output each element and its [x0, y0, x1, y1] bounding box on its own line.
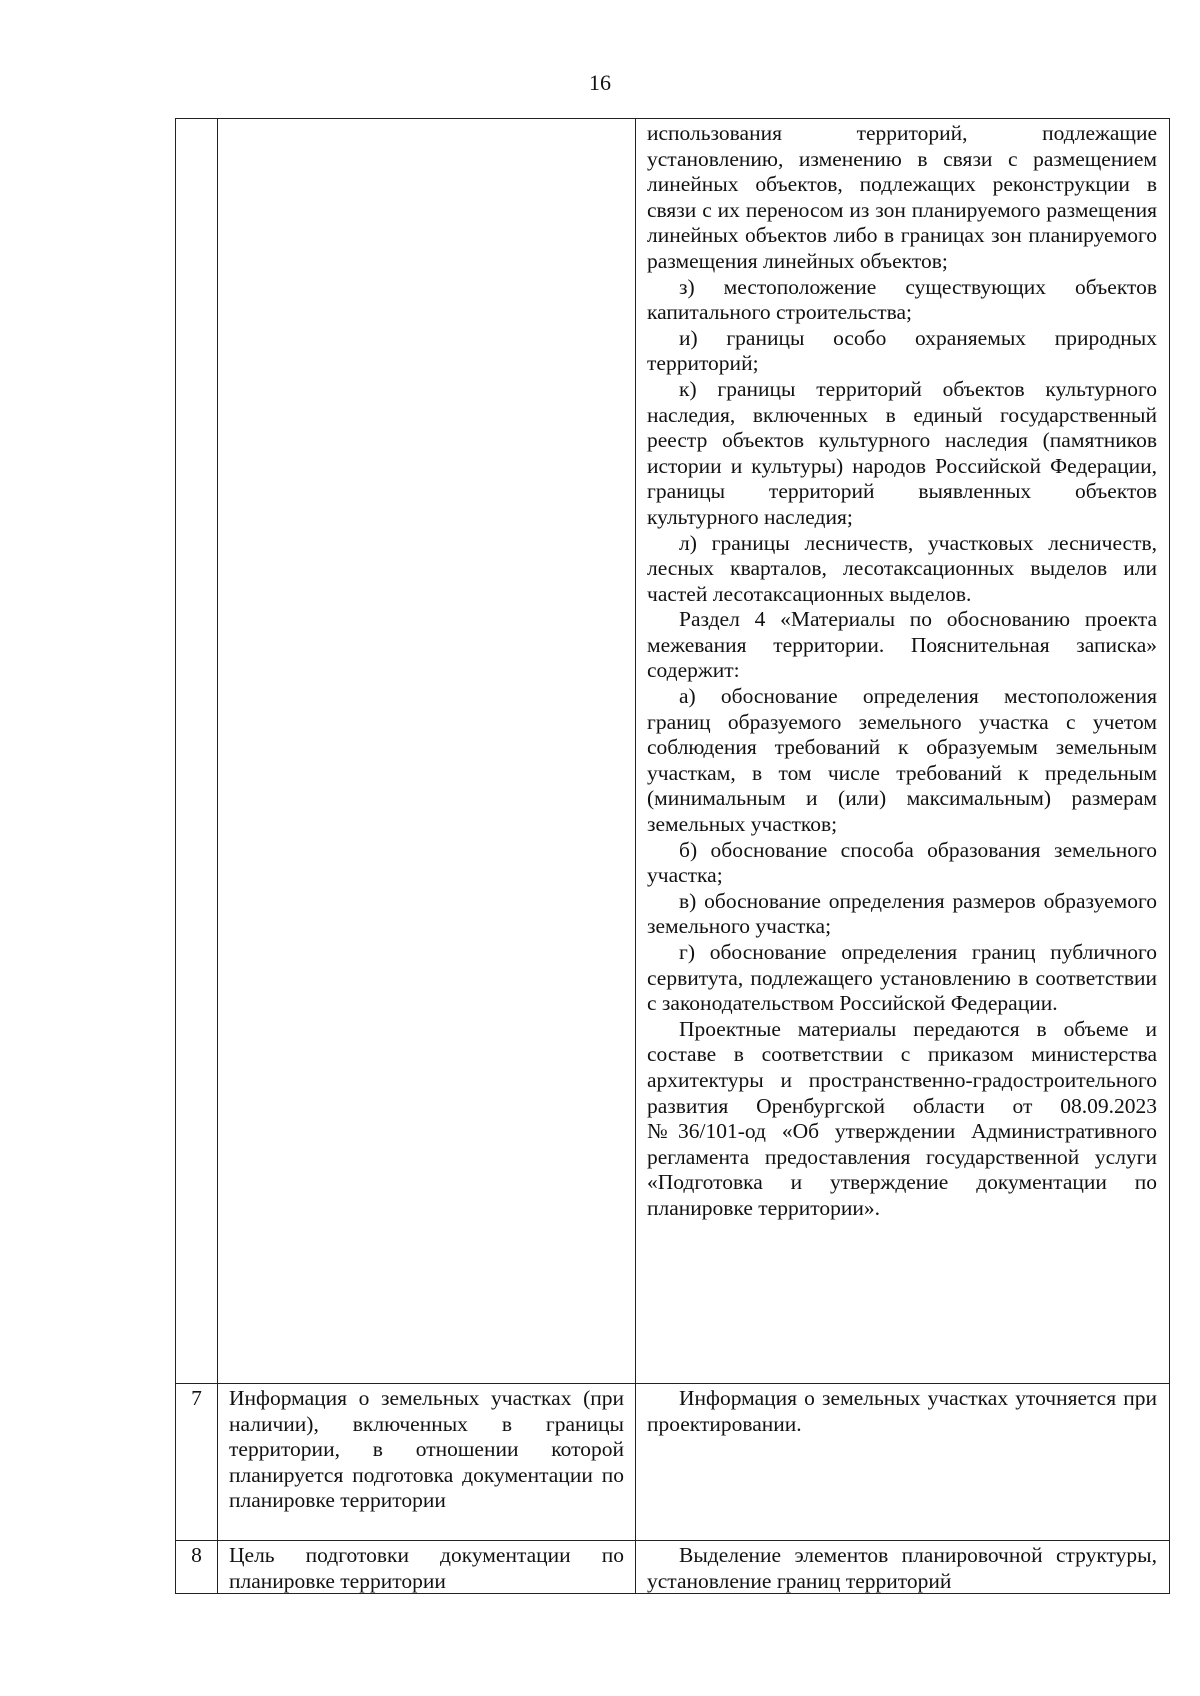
parameter-text: Информация о земельных участках (при наличии), включенных в границы территории, в отношении которой планируется подготовка документации по планировке территории [229, 1386, 624, 1513]
paragraph: Раздел 4 «Материалы по обоснованию проекта межевания территории. Пояснительная записка» содержит: [647, 607, 1157, 683]
paragraph: использования территорий, подлежащие установлению, изменению в связи с размещением линейных объектов, подлежащих реконструкции в связи с их переносом из зон планируемого размещения линейных объектов либо в границах зон планируемого размещения линейных объектов; [647, 121, 1157, 273]
parameter-cell [218, 1541, 636, 1594]
table-row-8 [176, 1541, 1170, 1594]
parameter-cell [218, 119, 636, 1384]
row-number-cell: 7 [176, 1384, 218, 1541]
specification-table [175, 118, 1170, 1594]
paragraph: в) обоснование определения размеров образуемого земельного участка; [647, 888, 1157, 939]
content-cell [636, 1384, 1170, 1541]
table-row-continuation [176, 119, 1170, 1384]
paragraph: б) обоснование способа образования земельного участка; [647, 837, 1157, 888]
page-number: 16 [589, 70, 611, 95]
parameter-cell [218, 1384, 636, 1541]
parameter-text: Цель подготовки документации по планировке территории [229, 1543, 624, 1593]
paragraph: Выделение элементов планировочной структуры, установление границ территорий [647, 1543, 1157, 1593]
row-number-cell [176, 119, 218, 1384]
row-number-cell: 8 [176, 1541, 218, 1594]
paragraph: л) границы лесничеств, участковых лесничеств, лесных кварталов, лесотаксационных выделов или частей лесотаксационных выделов. [647, 530, 1157, 606]
paragraph: Проектные материалы передаются в объеме и составе в соответствии с приказом министерства архитектуры и пространственно-градостроительного развития Оренбургской области от 08.09.2023 №36/101-од «Об утверждении Административного регламента предоставления государственной услуги «Подготовка и утверждение документации по планировке территории». [647, 1016, 1157, 1220]
paragraph: з) местоположение существующих объектов капитального строительства; [647, 274, 1157, 325]
content-cell [636, 1541, 1170, 1594]
paragraph: а) обоснование определения местоположения границ образуемого земельного участка с учетом соблюдения требований к образуемым земельным участкам, в том числе требований к предельным (минимальным и (или) максимальным) размерам земельных участков; [647, 684, 1157, 837]
paragraph: г) обоснование определения границ публичного сервитута, подлежащего установлению в соответствии с законодательством Российской Федерации. [647, 940, 1157, 1016]
table-row-7 [176, 1384, 1170, 1541]
paragraph: и) границы особо охраняемых природных территорий; [647, 325, 1157, 376]
paragraph: к) границы территорий объектов культурного наследия, включенных в единый государственный реестр объектов культурного наследия (памятников истории и культуры) народов Российской Федерации, границы территорий выявленных объектов культурного наследия; [647, 376, 1157, 529]
content-cell [636, 119, 1170, 1384]
paragraph: Информация о земельных участках уточняется при проектировании. [647, 1386, 1157, 1436]
